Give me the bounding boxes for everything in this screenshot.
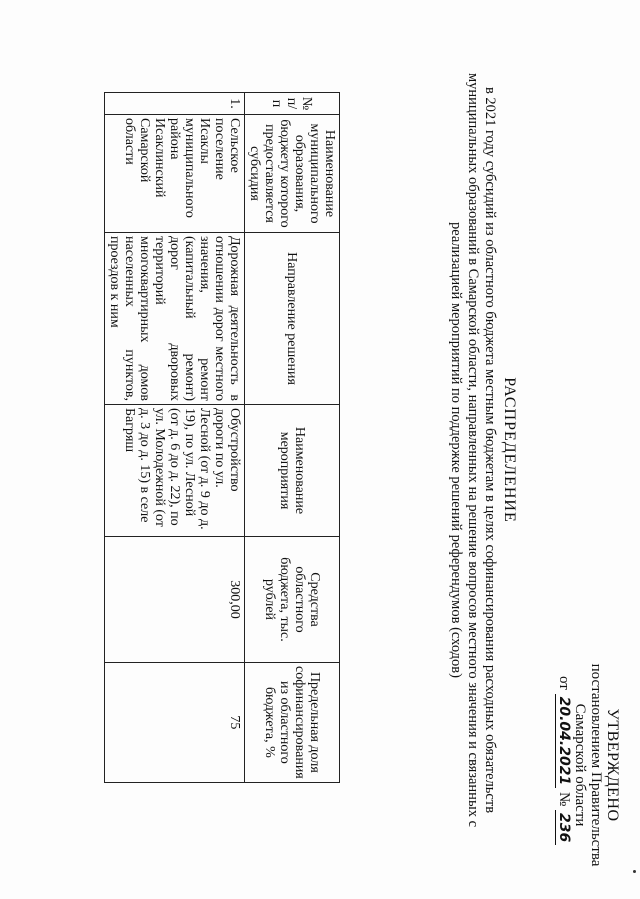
scan-speck [633,870,636,873]
from-label: от [556,676,572,690]
handwritten-date: 20.04.2021 [555,694,572,789]
header-event: Наименование мероприятия [245,405,340,537]
approval-title: УТВЕРЖДЕНО [604,708,621,822]
rotated-landscape-page [10,10,630,890]
header-municipality: Наименование муниципального образования, бюджету которого предоставляется субсидия [245,115,340,233]
header-direction: Направление решения [245,233,340,405]
row-event: Обустройство дороги по ул. Лесной (от д. 9 до д. 19), по ул. Лесной (от д. 6 до д. 22), по ул. Молодежной (от д. 3 до д. 15) в селе Багряш [105,405,245,537]
table-row [105,93,245,783]
number-label: № [556,791,572,807]
row-number: 1. [105,93,245,115]
approval-date-number [556,650,572,880]
row-funds: 300,00 [105,537,245,663]
row-municipality: Сельское поселение Исаклы муниципального района Исаклинский Самарской области [105,115,245,233]
table-header-row [245,93,340,783]
subsidy-table [104,92,340,783]
approval-line-2: Самарской области [572,703,588,827]
row-direction: Дорожная деятельность в отношении дорог местного значения, ремонт (капитальный ремонт) дорог дворовых территорий многоквартирных домов населенных пунктов, проездов к ним [105,233,245,405]
row-share: 75 [105,663,245,783]
header-number: № п/п [245,93,340,115]
document-title: РАСПРЕДЕЛЕНИЕ [501,377,518,523]
document-subtitle: в 2021 году субсидий из областного бюджета местным бюджетам в целях софинансирования расходных обязательств муниципальных образований в Самарской области, направленных на решение вопросов местного значения и связанных с реализацией мероприятий по поддержке решений референдумов (сходов) [448,72,498,827]
handwritten-number: 236 [555,810,572,845]
approval-line-1: постановлением Правительства [588,663,604,867]
approval-stamp-block [556,650,620,880]
header-funds: Средства областного бюджета, тыс. рублей [245,537,340,663]
header-share: Предельная доля софинансирования из областного бюджета, % [245,663,340,783]
